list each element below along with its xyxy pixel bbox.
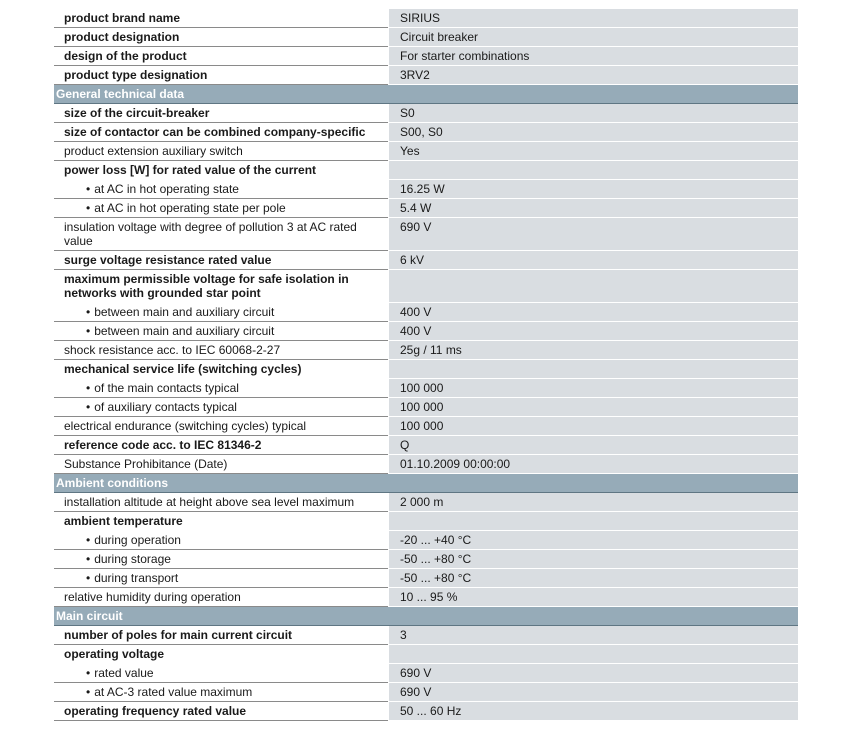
row-value: 25g / 11 ms [389, 341, 798, 360]
row-value: S0 [389, 104, 798, 123]
row-value: Circuit breaker [389, 28, 798, 47]
row-sub-label: • between main and auxiliary circuit [54, 322, 388, 341]
table-row [54, 493, 798, 512]
row-value: 690 V [389, 218, 798, 251]
table-row [54, 104, 798, 123]
table-row [54, 455, 798, 474]
table-row [54, 702, 798, 721]
section-header: Ambient conditions [54, 474, 798, 493]
row-value: 400 V [389, 322, 798, 341]
row-label: number of poles for main current circuit [54, 626, 388, 645]
row-value: 2 000 m [389, 493, 798, 512]
table-row [54, 251, 798, 270]
row-value: -50 ... +80 °C [389, 569, 798, 588]
row-value: S00, S0 [389, 123, 798, 142]
row-value: SIRIUS [389, 9, 798, 28]
row-value: 5.4 W [389, 199, 798, 218]
table-row [54, 550, 798, 569]
datasheet-table [54, 9, 798, 721]
row-label: maximum permissible voltage for safe isolation in networks with grounded star point [54, 270, 388, 303]
row-value: 01.10.2009 00:00:00 [389, 455, 798, 474]
row-sub-label: • between main and auxiliary circuit [54, 303, 388, 322]
table-row [54, 398, 798, 417]
row-label: product extension auxiliary switch [54, 142, 388, 161]
table-row [54, 303, 798, 322]
row-label: Substance Prohibitance (Date) [54, 455, 388, 474]
section-header: General technical data [54, 85, 798, 104]
row-value: 6 kV [389, 251, 798, 270]
table-row [54, 161, 798, 180]
row-value: -50 ... +80 °C [389, 550, 798, 569]
table-row [54, 9, 798, 28]
row-value [389, 512, 798, 531]
row-label: installation altitude at height above sea level maximum [54, 493, 388, 512]
row-value: 10 ... 95 % [389, 588, 798, 607]
row-sub-label: • of the main contacts typical [54, 379, 388, 398]
table-row [54, 66, 798, 85]
row-label: product designation [54, 28, 388, 47]
table-row [54, 417, 798, 436]
row-sub-label: • rated value [54, 664, 388, 683]
table-row [54, 683, 798, 702]
row-label: product brand name [54, 9, 388, 28]
table-row [54, 664, 798, 683]
row-label: reference code acc. to IEC 81346-2 [54, 436, 388, 455]
row-value: 16.25 W [389, 180, 798, 199]
row-label: insulation voltage with degree of pollution 3 at AC rated value [54, 218, 388, 251]
table-row [54, 47, 798, 66]
row-sub-label: • of auxiliary contacts typical [54, 398, 388, 417]
table-row [54, 270, 798, 303]
table-row [54, 180, 798, 199]
table-row [54, 626, 798, 645]
row-label: product type designation [54, 66, 388, 85]
row-value: 100 000 [389, 379, 798, 398]
row-value [389, 161, 798, 180]
table-row [54, 588, 798, 607]
table-row [54, 322, 798, 341]
table-row [54, 341, 798, 360]
row-label: size of the circuit-breaker [54, 104, 388, 123]
table-row [54, 379, 798, 398]
table-row [54, 531, 798, 550]
table-row [54, 645, 798, 664]
row-label: size of contactor can be combined company-specific [54, 123, 388, 142]
table-row [54, 360, 798, 379]
row-sub-label: • at AC-3 rated value maximum [54, 683, 388, 702]
row-value [389, 645, 798, 664]
row-value: Q [389, 436, 798, 455]
row-sub-label: • at AC in hot operating state per pole [54, 199, 388, 218]
row-label: mechanical service life (switching cycles) [54, 360, 388, 379]
row-label: power loss [W] for rated value of the current [54, 161, 388, 180]
row-label: ambient temperature [54, 512, 388, 531]
row-value [389, 360, 798, 379]
row-value [389, 270, 798, 303]
table-row [54, 569, 798, 588]
table-row [54, 218, 798, 251]
table-row [54, 436, 798, 455]
row-label: electrical endurance (switching cycles) typical [54, 417, 388, 436]
table-row [54, 142, 798, 161]
row-value: 690 V [389, 664, 798, 683]
section-header: Main circuit [54, 607, 798, 626]
row-value: -20 ... +40 °C [389, 531, 798, 550]
row-value: 3 [389, 626, 798, 645]
row-value: 50 ... 60 Hz [389, 702, 798, 721]
row-value: 100 000 [389, 417, 798, 436]
row-label: operating frequency rated value [54, 702, 388, 721]
row-value: For starter combinations [389, 47, 798, 66]
row-label: design of the product [54, 47, 388, 66]
row-label: operating voltage [54, 645, 388, 664]
row-value: 690 V [389, 683, 798, 702]
table-row [54, 123, 798, 142]
row-sub-label: • during transport [54, 569, 388, 588]
row-sub-label: • during storage [54, 550, 388, 569]
row-value: 100 000 [389, 398, 798, 417]
row-label: relative humidity during operation [54, 588, 388, 607]
table-row [54, 199, 798, 218]
row-value: Yes [389, 142, 798, 161]
row-sub-label: • during operation [54, 531, 388, 550]
row-label: surge voltage resistance rated value [54, 251, 388, 270]
table-row [54, 512, 798, 531]
row-value: 3RV2 [389, 66, 798, 85]
row-label: shock resistance acc. to IEC 60068-2-27 [54, 341, 388, 360]
row-sub-label: • at AC in hot operating state [54, 180, 388, 199]
row-value: 400 V [389, 303, 798, 322]
table-row [54, 28, 798, 47]
